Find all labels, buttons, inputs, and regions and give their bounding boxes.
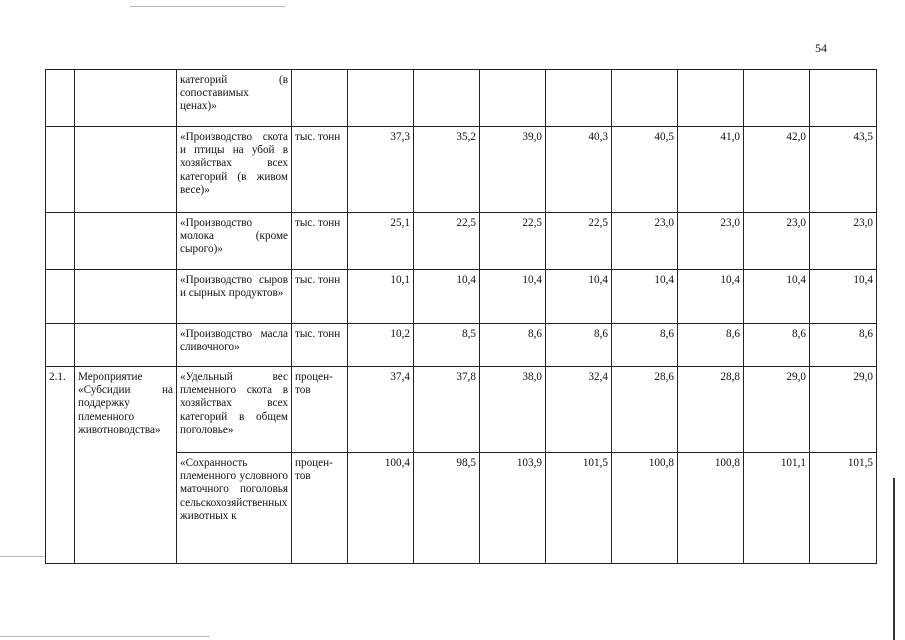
value-cell: 8,6 bbox=[678, 324, 744, 367]
value-cell: 23,0 bbox=[744, 213, 810, 270]
indicator-name-cell: «Сохранность племенного условного маточного поголовья сельскохозяйственных животных к bbox=[177, 453, 292, 564]
value-cell: 101,5 bbox=[810, 453, 877, 564]
value-cell: 101,1 bbox=[744, 453, 810, 564]
value-cell: 8,6 bbox=[810, 324, 877, 367]
indicator-name-cell: «Производство сыров и сырных продуктов» bbox=[177, 270, 292, 324]
scan-line-bottom-left bbox=[0, 556, 45, 557]
value-cell: 22,5 bbox=[546, 213, 612, 270]
value-cell: 98,5 bbox=[414, 453, 480, 564]
event-cell bbox=[75, 324, 177, 367]
value-cell bbox=[678, 70, 744, 127]
indicator-name-cell: «Производство скота и птицы на убой в хозяйствах всех категорий (в живом весе)» bbox=[177, 127, 292, 213]
value-cell: 40,5 bbox=[612, 127, 678, 213]
event-cell bbox=[75, 70, 177, 127]
value-cell bbox=[348, 70, 414, 127]
indicator-name-cell: «Производство масла сливочного» bbox=[177, 324, 292, 367]
row-number-cell bbox=[46, 213, 75, 270]
table-body bbox=[46, 70, 877, 564]
unit-cell: тыс. тонн bbox=[292, 324, 348, 367]
value-cell: 42,0 bbox=[744, 127, 810, 213]
table-row bbox=[46, 367, 877, 453]
event-cell bbox=[75, 127, 177, 213]
scan-line-top bbox=[130, 6, 285, 7]
indicator-name-cell: «Производство молока (кроме сырого)» bbox=[177, 213, 292, 270]
row-number-cell bbox=[46, 324, 75, 367]
value-cell: 25,1 bbox=[348, 213, 414, 270]
value-cell: 29,0 bbox=[810, 367, 877, 453]
table-row bbox=[46, 127, 877, 213]
indicator-name-cell: «Удельный вес племенного скота в хозяйствах всех категорий в общем поголовье» bbox=[177, 367, 292, 453]
value-cell: 28,6 bbox=[612, 367, 678, 453]
row-number-cell: 2.1. bbox=[46, 367, 75, 564]
scan-line-right-edge bbox=[893, 478, 895, 640]
value-cell: 10,4 bbox=[678, 270, 744, 324]
value-cell: 29,0 bbox=[744, 367, 810, 453]
value-cell: 10,4 bbox=[414, 270, 480, 324]
value-cell: 8,6 bbox=[744, 324, 810, 367]
value-cell: 100,8 bbox=[612, 453, 678, 564]
value-cell: 8,6 bbox=[480, 324, 546, 367]
value-cell bbox=[546, 70, 612, 127]
unit-cell: процен-тов bbox=[292, 367, 348, 453]
page-number: 54 bbox=[815, 41, 827, 55]
value-cell: 37,8 bbox=[414, 367, 480, 453]
value-cell: 41,0 bbox=[678, 127, 744, 213]
value-cell: 38,0 bbox=[480, 367, 546, 453]
unit-cell bbox=[292, 70, 348, 127]
value-cell: 10,1 bbox=[348, 270, 414, 324]
value-cell: 10,2 bbox=[348, 324, 414, 367]
value-cell bbox=[612, 70, 678, 127]
value-cell: 8,5 bbox=[414, 324, 480, 367]
row-number-cell bbox=[46, 127, 75, 213]
value-cell: 37,4 bbox=[348, 367, 414, 453]
value-cell: 23,0 bbox=[612, 213, 678, 270]
value-cell: 32,4 bbox=[546, 367, 612, 453]
event-cell bbox=[75, 213, 177, 270]
table-row bbox=[46, 324, 877, 367]
event-cell: Мероприятие «Субсидии на поддержку племенного животноводства» bbox=[75, 367, 177, 564]
value-cell: 37,3 bbox=[348, 127, 414, 213]
unit-cell: тыс. тонн bbox=[292, 213, 348, 270]
unit-cell: процен-тов bbox=[292, 453, 348, 564]
value-cell: 40,3 bbox=[546, 127, 612, 213]
value-cell: 10,4 bbox=[612, 270, 678, 324]
value-cell: 8,6 bbox=[612, 324, 678, 367]
table-row bbox=[46, 213, 877, 270]
value-cell: 101,5 bbox=[546, 453, 612, 564]
value-cell: 100,4 bbox=[348, 453, 414, 564]
indicator-name-cell: категорий (в сопоставимых ценах)» bbox=[177, 70, 292, 127]
value-cell: 22,5 bbox=[480, 213, 546, 270]
value-cell: 35,2 bbox=[414, 127, 480, 213]
value-cell: 10,4 bbox=[810, 270, 877, 324]
row-number-cell bbox=[46, 270, 75, 324]
value-cell: 100,8 bbox=[678, 453, 744, 564]
table-row bbox=[46, 270, 877, 324]
event-cell bbox=[75, 270, 177, 324]
value-cell: 28,8 bbox=[678, 367, 744, 453]
value-cell: 10,4 bbox=[546, 270, 612, 324]
value-cell: 23,0 bbox=[678, 213, 744, 270]
value-cell: 23,0 bbox=[810, 213, 877, 270]
unit-cell: тыс. тонн bbox=[292, 127, 348, 213]
value-cell: 39,0 bbox=[480, 127, 546, 213]
indicators-table bbox=[45, 69, 877, 564]
scan-line-bottom bbox=[0, 636, 210, 637]
value-cell bbox=[810, 70, 877, 127]
table-row bbox=[46, 70, 877, 127]
value-cell: 22,5 bbox=[414, 213, 480, 270]
unit-cell: тыс. тонн bbox=[292, 270, 348, 324]
value-cell bbox=[744, 70, 810, 127]
value-cell bbox=[414, 70, 480, 127]
value-cell: 8,6 bbox=[546, 324, 612, 367]
value-cell: 10,4 bbox=[480, 270, 546, 324]
value-cell bbox=[480, 70, 546, 127]
row-number-cell bbox=[46, 70, 75, 127]
value-cell: 10,4 bbox=[744, 270, 810, 324]
value-cell: 43,5 bbox=[810, 127, 877, 213]
value-cell: 103,9 bbox=[480, 453, 546, 564]
